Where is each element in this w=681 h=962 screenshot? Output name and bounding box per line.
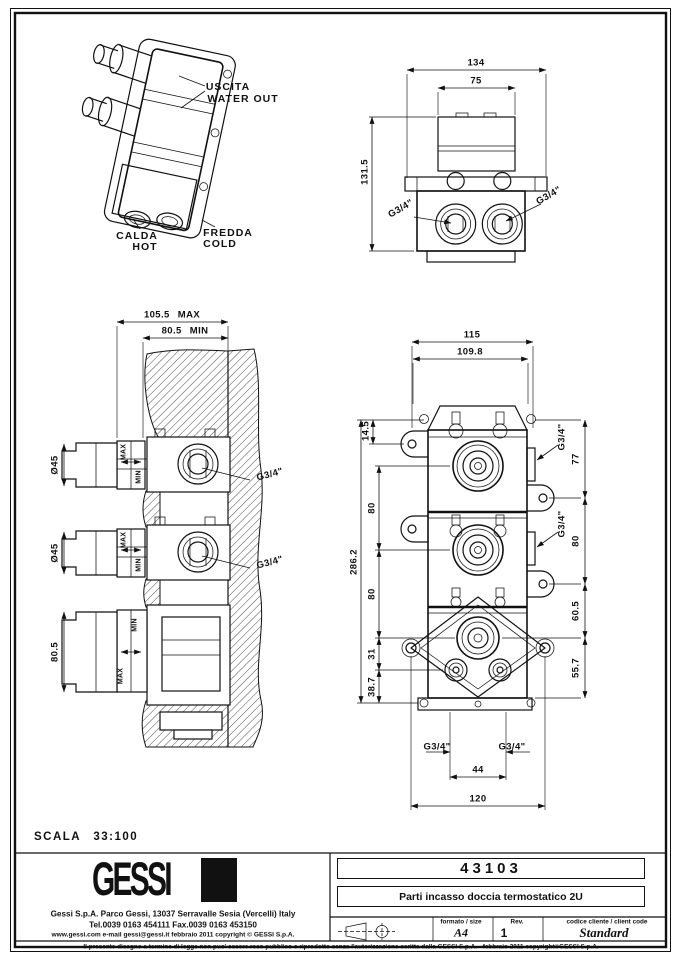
dim-14-5: 14.5 bbox=[360, 420, 372, 442]
dim-31: 31 bbox=[366, 648, 378, 660]
rev-label: Rev. bbox=[510, 918, 524, 926]
label-max: MAX bbox=[120, 443, 128, 461]
gessi-logo bbox=[92, 853, 237, 906]
dim-105-5-max: 105.5 MAX bbox=[143, 309, 201, 321]
projection-symbol-icon bbox=[338, 923, 395, 940]
drawing-description: Parti incasso doccia termostatico 2U bbox=[399, 890, 583, 903]
thread-label-g34: G3/4" bbox=[534, 184, 564, 208]
scale-label: SCALA 33:100 bbox=[34, 831, 139, 843]
thread-label-g34: G3/4" bbox=[255, 553, 285, 572]
company-address: Gessi S.p.A. Parco Gessi, 13037 Serravalle Sesia (Vercelli) Italy bbox=[50, 909, 296, 919]
company-contacts: Tel.0039 0163 454111 Fax.0039 0163 453150 bbox=[89, 920, 257, 930]
iso-view bbox=[60, 28, 237, 240]
format-label: formato / size bbox=[440, 918, 482, 926]
dim-75: 75 bbox=[470, 75, 482, 87]
thread-label-g34: G3/4" bbox=[556, 510, 568, 538]
dim-80: 80 bbox=[570, 535, 582, 547]
dim-dia-45: Ø45 bbox=[49, 543, 61, 563]
label-max: MAX bbox=[120, 531, 128, 549]
client-code-value: Standard bbox=[579, 925, 629, 940]
dim-80-5: 80.5 bbox=[49, 641, 61, 663]
legal-disclaimer: Il presente disegno a termine di legge non puo' essere reso pubblico o riprodotto senza l'autorizzazione scritta dalla GESSI S.p.A. - febbraio 2011 copyright©GESSI S.p.A. bbox=[83, 943, 599, 950]
thread-label-g34: G3/4" bbox=[386, 197, 416, 221]
dim-115: 115 bbox=[463, 329, 481, 341]
dim-131-5: 131.5 bbox=[359, 159, 371, 185]
dim-44: 44 bbox=[472, 764, 484, 776]
label-min: MIN bbox=[135, 558, 143, 572]
gessi-logo-text: GESSI bbox=[92, 853, 170, 906]
thread-label-g34: G3/4" bbox=[423, 741, 451, 753]
dim-dia-45: Ø45 bbox=[49, 455, 61, 475]
dim-60-5: 60.5 bbox=[570, 600, 582, 622]
thread-label-g34: G3/4" bbox=[255, 465, 285, 484]
label-max: MAX bbox=[117, 667, 125, 685]
thread-label-g34: G3/4" bbox=[498, 741, 526, 753]
dim-80: 80 bbox=[366, 502, 378, 514]
part-number: 43103 bbox=[460, 860, 522, 877]
label-cold: COLD bbox=[203, 237, 237, 250]
front-view bbox=[357, 342, 585, 810]
part-number-box bbox=[337, 858, 645, 879]
top-view bbox=[369, 70, 547, 262]
description-box bbox=[337, 886, 645, 907]
section-view bbox=[62, 322, 262, 747]
thread-label-g34: G3/4" bbox=[556, 423, 568, 451]
dim-77: 77 bbox=[570, 453, 582, 465]
label-hot: HOT bbox=[132, 240, 158, 253]
dim-120: 120 bbox=[469, 793, 487, 805]
rev-value: 1 bbox=[500, 926, 508, 940]
label-fredda: FREDDA bbox=[203, 226, 253, 239]
label-min: MIN bbox=[131, 618, 139, 632]
client-code-label: codice cliente / client code bbox=[566, 918, 648, 926]
format-value: A4 bbox=[453, 925, 469, 940]
dim-109-8: 109.8 bbox=[457, 346, 483, 358]
dim-286-2: 286.2 bbox=[348, 549, 360, 575]
gessi-logo-square bbox=[201, 858, 237, 902]
dim-55-7: 55.7 bbox=[570, 657, 582, 679]
dim-80-5-min: 80.5 MIN bbox=[161, 325, 209, 337]
label-calda: CALDA bbox=[116, 229, 158, 242]
label-uscita: USCITA bbox=[205, 80, 251, 93]
label-min: MIN bbox=[135, 470, 143, 484]
dim-134: 134 bbox=[467, 57, 485, 69]
dim-80: 80 bbox=[366, 588, 378, 600]
dim-38-7: 38.7 bbox=[366, 676, 378, 698]
label-water-out: WATER OUT bbox=[207, 92, 279, 105]
company-web-line: www.gessi.com e-mail gessi@gessi.it febbraio 2011 copyright © GESSI S.p.A. bbox=[51, 931, 295, 939]
